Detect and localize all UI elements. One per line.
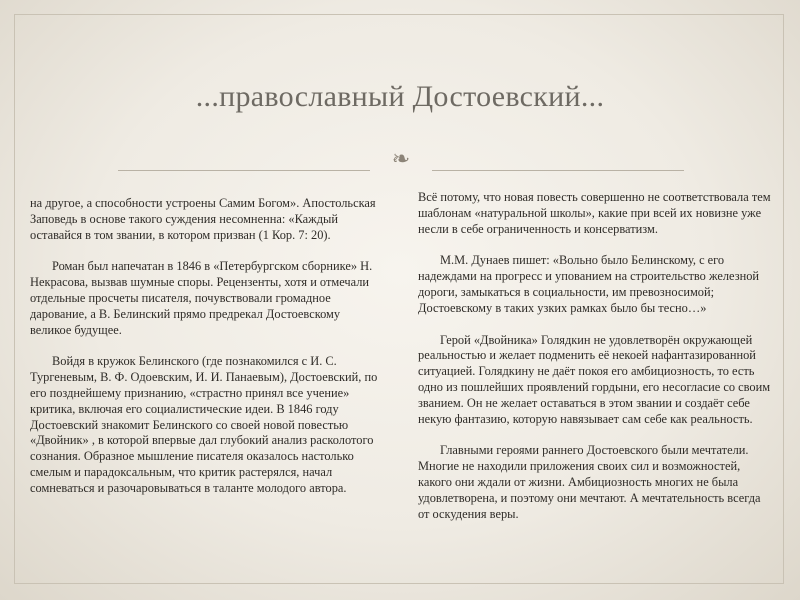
title-divider	[118, 148, 684, 172]
right-paragraph-2: М.М. Дунаев пишет: «Вольно было Белинскому, с его надеждами на прогресс и упованием на строительство железной дороги, замыкаться в социальности, им превозносимой; Достоевскому в таких узких рамках было бы тесно…»	[418, 253, 760, 315]
left-paragraph-3: Войдя в кружок Белинского (где познакомился с И. С. Тургеневым, В. Ф. Одоевским, И. И. Панаевым), Достоевский, по его позднейшему признанию, «страстно принял все учение» критика, включая его социалистические идеи. В 1846 году Достоевский знакомит Белинского со своей новой повестью «Двойник» , в которой впервые дал глубокий анализ расколотого сознания. Образное мышление писателя оказалось настолько смелым и парадоксальным, что критик растерялся, начал сомневаться и разочаровываться в таланте молодого автора.	[30, 354, 378, 495]
slide-title: ...православный Достоевский...	[195, 80, 605, 113]
divider-line-right	[432, 170, 684, 171]
left-text-column	[30, 196, 380, 513]
left-paragraph-2: Роман был напечатан в 1846 в «Петербургском сборнике» Н. Некрасова, вызвав шумные споры. Рецензенты, хотя и отмечали отдельные просчеты писателя, почувствовали громадное дарование, а В. Белинский прямо предрекал Достоевскому великое будущее.	[30, 259, 373, 337]
right-text-column	[418, 190, 772, 538]
divider-line-left	[118, 170, 370, 171]
right-paragraph-4: Главными героями раннего Достоевского были мечтатели. Многие не находили приложения своих сил и возможностей, какого они ждали от жизни. Амбициозность многих не была удовлетворена, и поэтому они мечтают. А мечтательность всегда от оскудения веры.	[418, 443, 761, 521]
fleuron-icon: ❧	[391, 147, 411, 172]
right-paragraph-1: Всё потому, что новая повесть совершенно не соответствовала тем шаблонам «натуральной школы», какие при всей их новизне уже несли в себе ограниченность и консерватизм.	[418, 190, 771, 236]
left-paragraph-1: на другое, а способности устроены Самим Богом». Апостольская Заповедь в основе такого суждения несомненна: «Каждый оставайся в том звании, в котором призван (1 Кор. 7: 20).	[30, 196, 376, 242]
right-paragraph-3: Герой «Двойника» Голядкин не удовлетворён окружающей реальностью и желает подменить её некоей нафантазированной ситуацией. Голядкину не даёт покоя его амбициозность, то есть одно из пошлейших проявлений гордыни, его несогласие со своим званием. Он не желает оставаться в этом звании и создаёт себе некую фантазию, которую навязывает сам себе как реальность.	[418, 332, 771, 426]
